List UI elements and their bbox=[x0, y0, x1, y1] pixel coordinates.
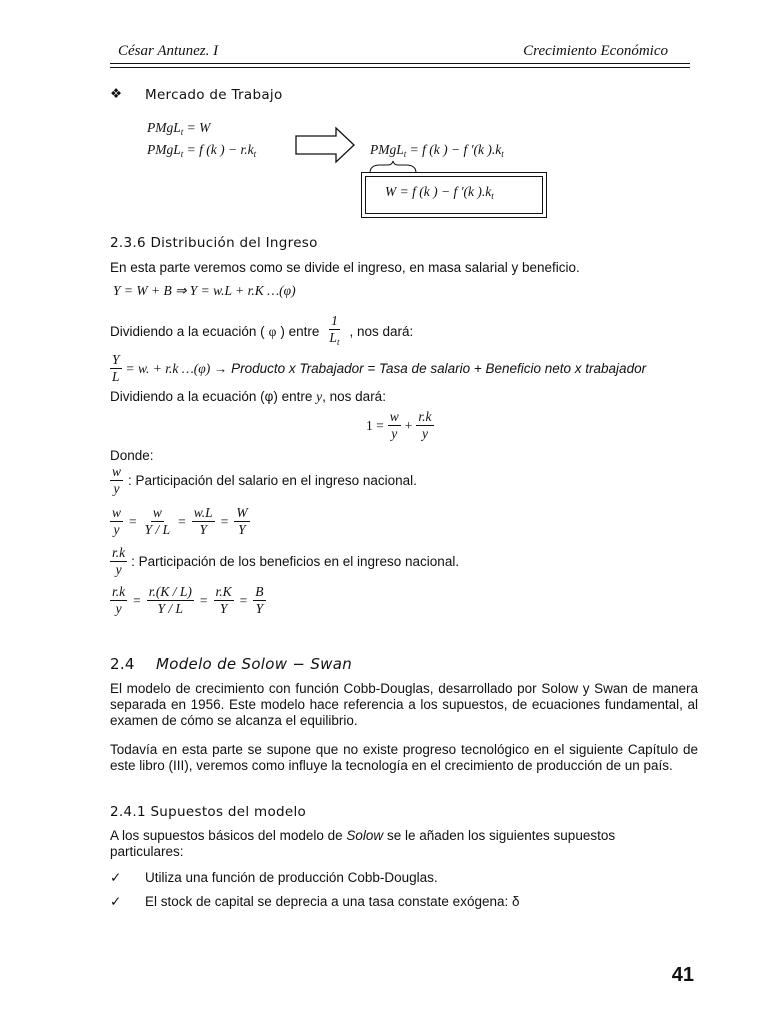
section-24-number: 2.4 bbox=[110, 655, 135, 673]
share-identity: 1 = $\frac{w}{y}$ + $\frac{r.k}{y}$ bbox=[366, 409, 432, 441]
section-24-para1: El modelo de crecimiento con función Cobb-Douglas, desarrollado por Solow y Swan de manera separada en 1956. Este modelo hace referencia a los supuestos, de ecuaciones fundamental, al examen de cómo se alcanza el equilibrio. bbox=[110, 681, 698, 728]
profit-share-row: $\frac{r.k}{y}$ : Participación de los beneficios en el ingreso nacional. bbox=[112, 545, 460, 577]
section-236-title: 2.3.6 Distribución del Ingreso bbox=[110, 235, 318, 251]
header-author: César Antunez. I bbox=[118, 43, 219, 59]
header-topic: Crecimiento Económico bbox=[523, 43, 668, 59]
profit-share-equation: $\frac{r.k}{y}$ = $\frac{r.(K / L)}{Y / L}$ = $\frac{r.K}{Y}$ = $\frac{B}{Y}$ bbox=[112, 584, 264, 616]
check-icon: ✓ bbox=[110, 894, 122, 909]
section-241-title: 2.4.1 Supuestos del modelo bbox=[110, 804, 307, 820]
donde-label: Donde: bbox=[110, 448, 154, 463]
assumption-item-2: El stock de capital se deprecia a una tasa constate exógena: δ bbox=[145, 894, 520, 909]
section-24-para2: Todavía en esta parte se supone que no existe progreso tecnológico en el siguiente Capítulo de este libro (III), veremos como influye la tecnología en el crecimiento de producción de un país. bbox=[110, 742, 698, 773]
header-rule-thin bbox=[110, 67, 690, 68]
section-241-intro: A los supuestos básicos del modelo de Solow se le añaden los siguientes supuestos particulares: bbox=[110, 828, 616, 859]
section-236-intro: En esta parte veremos como se divide el ingreso, en masa salarial y beneficio. bbox=[110, 260, 580, 275]
labor-title: Mercado de Trabajo bbox=[145, 87, 283, 103]
divide-varphi-line: Dividiendo a la ecuación (φ) entre y, nos dará: bbox=[110, 389, 386, 404]
implies-arrow-icon bbox=[294, 126, 356, 164]
section-24-title: Modelo de Solow − Swan bbox=[156, 655, 353, 673]
wage-share-row: $\frac{w}{y}$ : Participación del salario en el ingreso nacional. bbox=[112, 464, 417, 496]
result-box bbox=[361, 172, 547, 218]
page-number: 41 bbox=[671, 964, 694, 986]
per-worker-equation: $\frac{Y}{L}$ = w. + r.k …(φ) → Producto x Trabajador = Tasa de salario + Beneficio neto x trabajador bbox=[112, 352, 647, 384]
labor-eq2: PMgL$_t$ = f (k ) − $r.k_t$ bbox=[147, 142, 257, 159]
labor-eq1: PMgL$_t$ = W bbox=[147, 120, 211, 137]
labor-eq4: W = f (k ) − f ′(k )$.k_t$ bbox=[385, 184, 494, 201]
assumption-item-1: Utiliza una función de producción Cobb-Douglas. bbox=[145, 870, 438, 885]
labor-bullet-icon: ❖ bbox=[110, 86, 123, 102]
header-rule bbox=[110, 63, 690, 64]
check-icon: ✓ bbox=[110, 870, 122, 885]
wage-share-equation: $\frac{w}{y}$ = $\frac{w}{Y / L}$ = $\frac{w.L}{Y}$ = $\frac{W}{Y}$ bbox=[112, 505, 248, 537]
divide-phi-line: Dividiendo a la ecuación ( φ ) entre $\frac{1}{L_t}$ , nos dará: bbox=[110, 313, 413, 350]
labor-eq3: PMgL$_t$ = f (k ) − f ′(k )$.k_t$ bbox=[370, 142, 504, 159]
income-equation: Y = W + B ⇒ Y = w.L + r.K …(φ) bbox=[113, 283, 296, 298]
fraction-1-over-L: $\frac{1}{L_t}$ bbox=[329, 313, 340, 347]
